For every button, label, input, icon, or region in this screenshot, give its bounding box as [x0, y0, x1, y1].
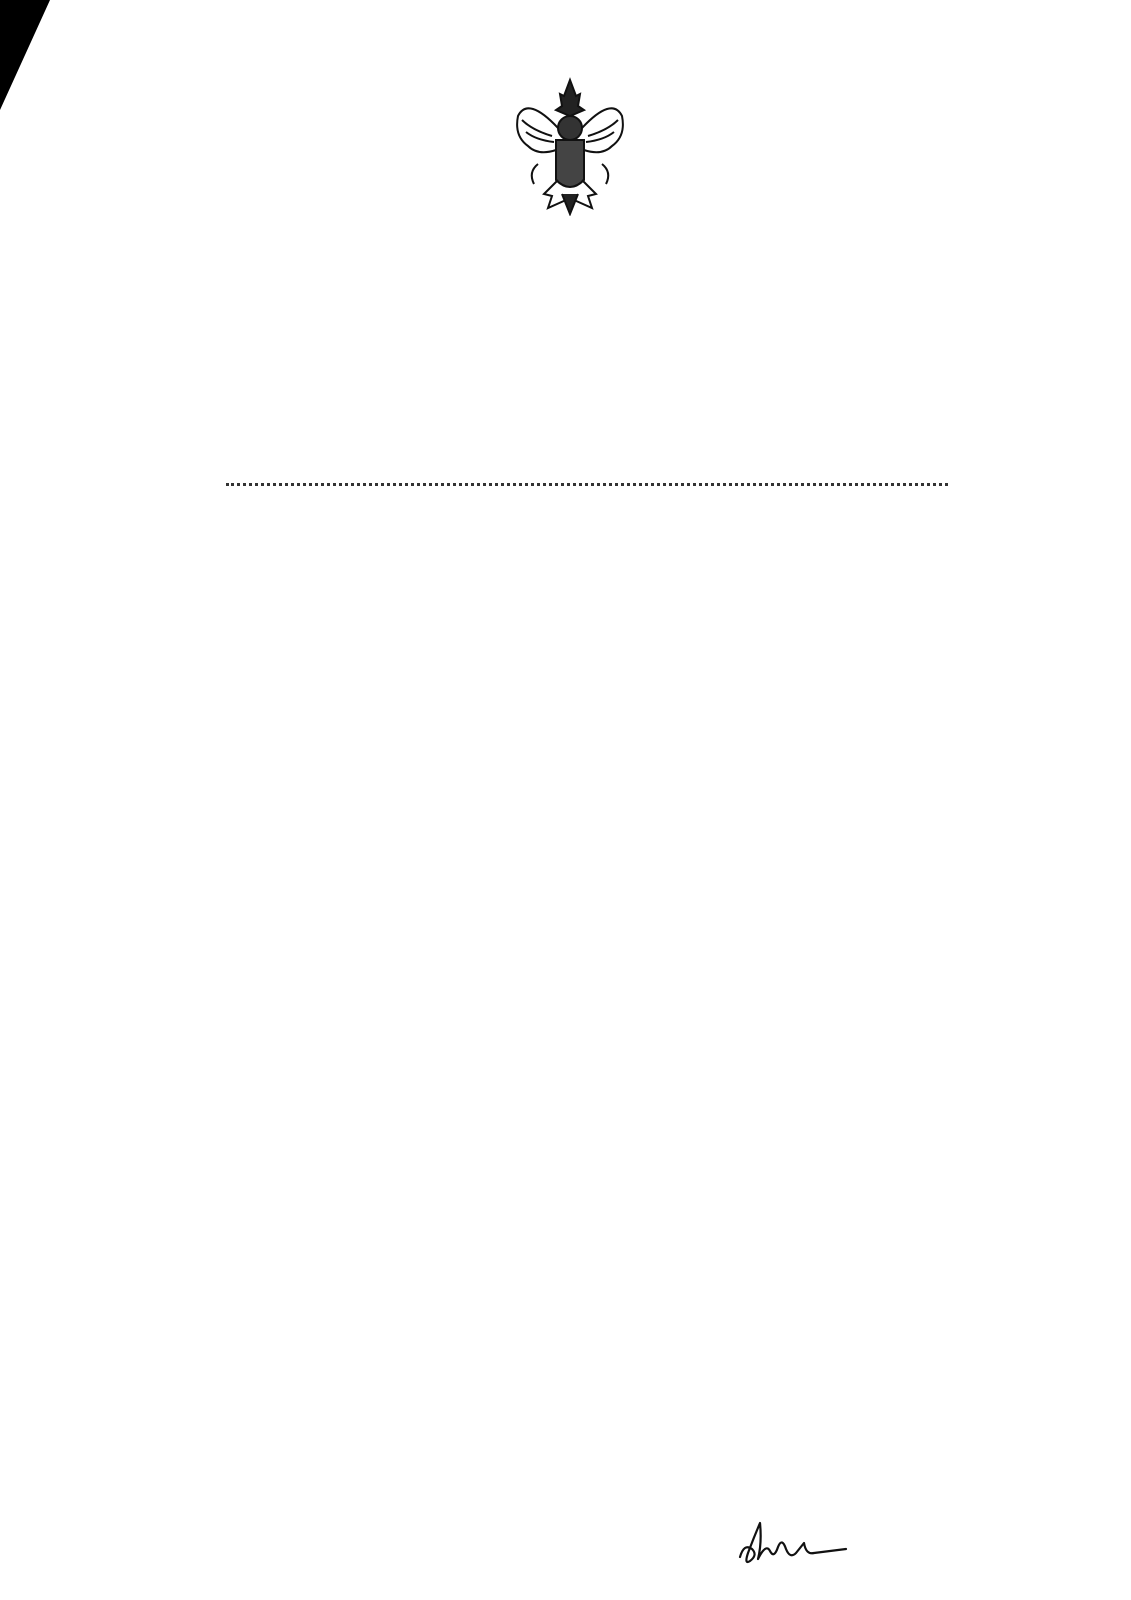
scan-corner-shadow: [0, 0, 50, 110]
signature-icon: [734, 1513, 854, 1573]
garuda-emblem-icon: [508, 76, 632, 216]
separator-dotted-line: [226, 483, 948, 486]
